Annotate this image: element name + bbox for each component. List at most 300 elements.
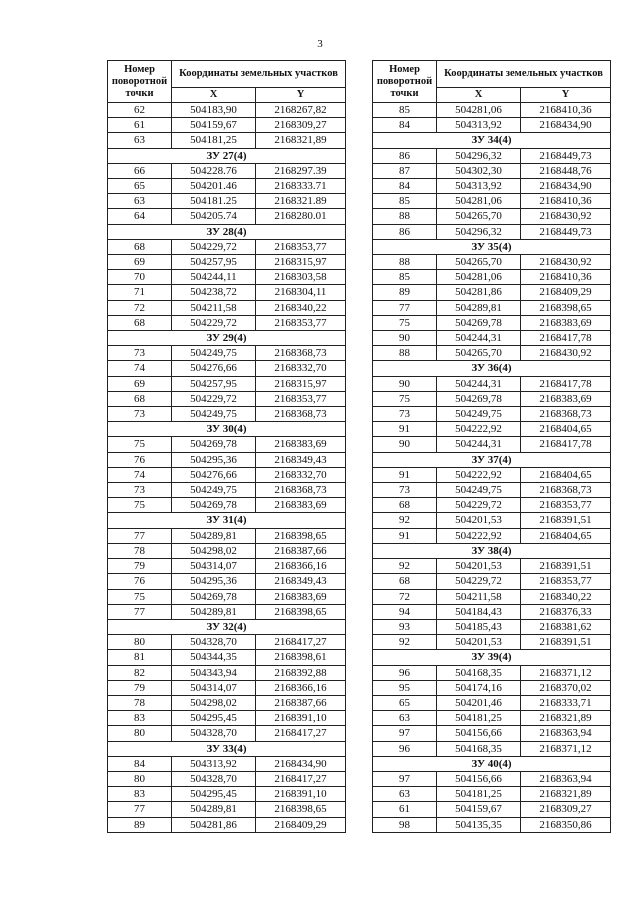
y-coordinate-cell: 2168387,66 [256,543,346,558]
x-coordinate-cell: 504229,72 [172,239,256,254]
y-coordinate-cell: 2168368,73 [256,483,346,498]
x-coordinate-cell: 504295,36 [172,452,256,467]
x-coordinate-cell: 504244,31 [437,376,521,391]
x-coordinate-cell: 504281,86 [437,285,521,300]
point-number-cell: 66 [108,163,172,178]
x-coordinate-cell: 504289,81 [172,802,256,817]
point-number-cell: 68 [373,498,437,513]
table-row [373,407,611,422]
group-label: ЗУ 32(4) [108,619,346,634]
y-coordinate-cell: 2168417,78 [521,437,611,452]
point-number-cell: 89 [108,817,172,832]
table-row [373,437,611,452]
group-header-row [373,543,611,558]
y-coordinate-cell: 2168353,77 [256,315,346,330]
y-coordinate-cell: 2168371,12 [521,741,611,756]
table-row [373,148,611,163]
y-coordinate-cell: 2168366,16 [256,680,346,695]
x-coordinate-cell: 504269,78 [437,315,521,330]
y-coordinate-cell: 2168449,73 [521,224,611,239]
table-row [373,574,611,589]
y-coordinate-cell: 2168391,51 [521,635,611,650]
x-header: X [172,88,256,103]
point-number-cell: 85 [373,270,437,285]
y-coordinate-cell: 2168309,27 [256,118,346,133]
point-number-cell: 75 [108,437,172,452]
x-coordinate-cell: 504249,75 [172,407,256,422]
point-number-cell: 75 [373,315,437,330]
group-label: ЗУ 39(4) [373,650,611,665]
group-header-row [373,650,611,665]
x-coordinate-cell: 504281,86 [172,817,256,832]
table-row [373,619,611,634]
y-header: Y [521,88,611,103]
y-coordinate-cell: 2168368,73 [521,407,611,422]
y-coordinate-cell: 2168340,22 [521,589,611,604]
table-row [373,194,611,209]
table-row [373,771,611,786]
point-number-cell: 76 [108,452,172,467]
group-label: ЗУ 30(4) [108,422,346,437]
point-number-header: Номер поворотной точки [108,61,172,103]
y-coordinate-cell: 2168366,16 [256,559,346,574]
y-coordinate-cell: 2168417,78 [521,376,611,391]
y-coordinate-cell: 2168383,69 [521,315,611,330]
table-row [108,771,346,786]
point-number-cell: 68 [108,315,172,330]
point-number-cell: 86 [373,224,437,239]
x-coordinate-cell: 504201.46 [172,179,256,194]
table-row [108,559,346,574]
point-number-cell: 96 [373,741,437,756]
point-number-cell: 63 [108,194,172,209]
point-number-cell: 77 [108,604,172,619]
x-coordinate-cell: 504238,72 [172,285,256,300]
point-number-cell: 70 [108,270,172,285]
y-coordinate-cell: 2168387,66 [256,695,346,710]
y-coordinate-cell: 2168332,70 [256,361,346,376]
y-coordinate-cell: 2168398,65 [256,604,346,619]
point-number-cell: 80 [108,635,172,650]
page-number: 3 [317,38,323,50]
table-row [108,255,346,270]
x-coordinate-cell: 504314,07 [172,680,256,695]
table-row [373,528,611,543]
x-coordinate-cell: 504211,58 [172,300,256,315]
table-row [373,209,611,224]
x-coordinate-cell: 504249,75 [172,346,256,361]
x-coordinate-cell: 504156,66 [437,726,521,741]
y-coordinate-cell: 2168434,90 [521,179,611,194]
y-coordinate-cell: 2168430,92 [521,346,611,361]
table-row [373,817,611,832]
table-row [373,224,611,239]
x-coordinate-cell: 504229,72 [437,498,521,513]
y-coordinate-cell: 2168368,73 [256,407,346,422]
y-coordinate-cell: 2168267,82 [256,103,346,118]
y-coordinate-cell: 2168321,89 [521,711,611,726]
y-coordinate-cell: 2168368,73 [521,483,611,498]
point-number-cell: 80 [108,771,172,786]
table-row [108,483,346,498]
x-coordinate-cell: 504184,43 [437,604,521,619]
y-coordinate-cell: 2168417,78 [521,331,611,346]
x-coordinate-cell: 504211,58 [437,589,521,604]
y-coordinate-cell: 2168398,65 [256,528,346,543]
x-coordinate-cell: 504229,72 [172,391,256,406]
table-row [373,467,611,482]
table-row [373,741,611,756]
x-coordinate-cell: 504328,70 [172,635,256,650]
y-coordinate-cell: 2168434,90 [256,756,346,771]
coordinates-table-left [107,60,346,833]
x-coordinate-cell: 504249,75 [437,407,521,422]
x-coordinate-cell: 504269,78 [172,498,256,513]
group-header-row [373,133,611,148]
group-label: ЗУ 37(4) [373,452,611,467]
point-number-cell: 65 [108,179,172,194]
y-coordinate-cell: 2168398,65 [256,802,346,817]
x-coordinate-cell: 504201,53 [437,635,521,650]
point-number-cell: 62 [108,103,172,118]
x-coordinate-cell: 504344,35 [172,650,256,665]
x-header: X [437,88,521,103]
y-coordinate-cell: 2168383,69 [256,589,346,604]
point-number-cell: 77 [108,802,172,817]
x-coordinate-cell: 504265,70 [437,209,521,224]
y-coordinate-cell: 2168398,61 [256,650,346,665]
point-number-cell: 85 [373,103,437,118]
point-number-cell: 73 [108,483,172,498]
table-row [373,695,611,710]
table-row [108,391,346,406]
point-number-cell: 73 [373,407,437,422]
y-coordinate-cell: 2168333,71 [521,695,611,710]
point-number-cell: 69 [108,376,172,391]
table-row [373,635,611,650]
table-body-left [108,103,346,833]
y-coordinate-cell: 2168303,58 [256,270,346,285]
point-number-cell: 89 [373,285,437,300]
y-coordinate-cell: 2168404,65 [521,422,611,437]
group-label: ЗУ 29(4) [108,331,346,346]
x-coordinate-cell: 504265,70 [437,346,521,361]
x-coordinate-cell: 504156,66 [437,771,521,786]
x-coordinate-cell: 504289,81 [437,300,521,315]
point-number-cell: 90 [373,331,437,346]
y-coordinate-cell: 2168448,76 [521,163,611,178]
table-row [108,194,346,209]
group-label: ЗУ 38(4) [373,543,611,558]
x-coordinate-cell: 504281,06 [437,103,521,118]
point-number-cell: 90 [373,437,437,452]
x-coordinate-cell: 504181,25 [437,787,521,802]
table-row [373,559,611,574]
y-coordinate-cell: 2168383,69 [256,498,346,513]
table-row [373,255,611,270]
table-row [108,665,346,680]
table-row [373,376,611,391]
point-number-cell: 91 [373,528,437,543]
table-row [108,787,346,802]
group-header-row [108,422,346,437]
point-number-cell: 93 [373,619,437,634]
point-number-cell: 76 [108,574,172,589]
y-coordinate-cell: 2168417,27 [256,726,346,741]
point-number-cell: 83 [108,711,172,726]
point-number-cell: 91 [373,467,437,482]
group-label: ЗУ 40(4) [373,756,611,771]
table-row [108,239,346,254]
table-row [108,179,346,194]
y-coordinate-cell: 2168315,97 [256,376,346,391]
table-row [108,270,346,285]
x-coordinate-cell: 504244,11 [172,270,256,285]
table-row [108,711,346,726]
y-coordinate-cell: 2168350,86 [521,817,611,832]
y-coordinate-cell: 2168321,89 [521,787,611,802]
point-number-cell: 79 [108,559,172,574]
y-coordinate-cell: 2168349,43 [256,452,346,467]
point-number-cell: 77 [373,300,437,315]
y-coordinate-cell: 2168368,73 [256,346,346,361]
x-coordinate-cell: 504313,92 [172,756,256,771]
group-label: ЗУ 28(4) [108,224,346,239]
y-coordinate-cell: 2168297.39 [256,163,346,178]
point-number-cell: 84 [373,179,437,194]
table-row [108,680,346,695]
x-coordinate-cell: 504159,67 [172,118,256,133]
point-number-cell: 63 [373,711,437,726]
x-coordinate-cell: 504295,45 [172,711,256,726]
point-number-cell: 73 [108,346,172,361]
table-row [373,179,611,194]
x-coordinate-cell: 504276,66 [172,467,256,482]
y-coordinate-cell: 2168391,51 [521,559,611,574]
point-number-cell: 88 [373,209,437,224]
x-coordinate-cell: 504168,35 [437,665,521,680]
y-coordinate-cell: 2168398,65 [521,300,611,315]
y-coordinate-cell: 2168383,69 [521,391,611,406]
table-row [108,604,346,619]
table-row [373,300,611,315]
y-coordinate-cell: 2168391,10 [256,787,346,802]
point-number-cell: 61 [108,118,172,133]
y-coordinate-cell: 2168410,36 [521,270,611,285]
table-row [373,680,611,695]
table-row [108,118,346,133]
table-row [108,437,346,452]
y-coordinate-cell: 2168353,77 [521,574,611,589]
x-coordinate-cell: 504269,78 [172,437,256,452]
table-row [373,315,611,330]
x-coordinate-cell: 504298,02 [172,543,256,558]
table-row [373,665,611,680]
point-number-cell: 68 [108,239,172,254]
table-row [108,574,346,589]
group-label: ЗУ 33(4) [108,741,346,756]
point-number-cell: 92 [373,559,437,574]
point-number-cell: 69 [108,255,172,270]
x-coordinate-cell: 504313,92 [437,179,521,194]
table-row [373,711,611,726]
table-row [108,467,346,482]
table-row [108,756,346,771]
x-coordinate-cell: 504289,81 [172,528,256,543]
x-coordinate-cell: 504296,32 [437,148,521,163]
group-header-row [108,148,346,163]
point-number-cell: 81 [108,650,172,665]
coordinates-table-right [372,60,611,833]
point-number-header: Номер поворотной точки [373,61,437,103]
coords-title-header: Координаты земельных участков [172,61,346,88]
table-row [373,726,611,741]
table-row [108,452,346,467]
y-coordinate-cell: 2168333.71 [256,179,346,194]
y-coordinate-cell: 2168404,65 [521,467,611,482]
y-coordinate-cell: 2168410,36 [521,103,611,118]
y-coordinate-cell: 2168321,89 [256,133,346,148]
x-coordinate-cell: 504289,81 [172,604,256,619]
table-row [108,209,346,224]
y-coordinate-cell: 2168391,51 [521,513,611,528]
y-coordinate-cell: 2168353,77 [256,239,346,254]
group-label: ЗУ 34(4) [373,133,611,148]
y-coordinate-cell: 2168304,11 [256,285,346,300]
x-coordinate-cell: 504222,92 [437,467,521,482]
y-coordinate-cell: 2168409,29 [521,285,611,300]
x-coordinate-cell: 504228.76 [172,163,256,178]
point-number-cell: 88 [373,346,437,361]
x-coordinate-cell: 504205.74 [172,209,256,224]
y-coordinate-cell: 2168280.01 [256,209,346,224]
y-coordinate-cell: 2168417,27 [256,635,346,650]
point-number-cell: 98 [373,817,437,832]
table-row [373,787,611,802]
x-coordinate-cell: 504135,35 [437,817,521,832]
point-number-cell: 84 [373,118,437,133]
point-number-cell: 86 [373,148,437,163]
y-coordinate-cell: 2168376,33 [521,604,611,619]
x-coordinate-cell: 504159,67 [437,802,521,817]
y-coordinate-cell: 2168430,92 [521,255,611,270]
table-row [108,695,346,710]
x-coordinate-cell: 504249,75 [172,483,256,498]
y-coordinate-cell: 2168410,36 [521,194,611,209]
table-row [373,346,611,361]
x-coordinate-cell: 504302,30 [437,163,521,178]
x-coordinate-cell: 504185,43 [437,619,521,634]
table-row [108,133,346,148]
point-number-cell: 80 [108,726,172,741]
table-row [108,543,346,558]
group-header-row [108,331,346,346]
table-row [108,407,346,422]
group-label: ЗУ 36(4) [373,361,611,376]
point-number-cell: 72 [108,300,172,315]
y-coordinate-cell: 2168409,29 [256,817,346,832]
table-row [373,422,611,437]
y-coordinate-cell: 2168363,94 [521,726,611,741]
point-number-cell: 92 [373,513,437,528]
point-number-cell: 65 [373,695,437,710]
y-header: Y [256,88,346,103]
table-row [108,589,346,604]
point-number-cell: 87 [373,163,437,178]
point-number-cell: 72 [373,589,437,604]
y-coordinate-cell: 2168315,97 [256,255,346,270]
point-number-cell: 85 [373,194,437,209]
point-number-cell: 94 [373,604,437,619]
table-row [373,802,611,817]
table-row [373,270,611,285]
group-header-row [373,361,611,376]
table-row [108,802,346,817]
table-row [108,346,346,361]
point-number-cell: 73 [108,407,172,422]
x-coordinate-cell: 504183,90 [172,103,256,118]
y-coordinate-cell: 2168353,77 [521,498,611,513]
group-header-row [108,513,346,528]
point-number-cell: 74 [108,467,172,482]
table-row [108,376,346,391]
point-number-cell: 84 [108,756,172,771]
x-coordinate-cell: 504181.25 [172,194,256,209]
group-label: ЗУ 27(4) [108,148,346,163]
table-row [373,604,611,619]
table-row [108,726,346,741]
point-number-cell: 63 [108,133,172,148]
x-coordinate-cell: 504281,06 [437,194,521,209]
x-coordinate-cell: 504313,92 [437,118,521,133]
group-header-row [108,741,346,756]
x-coordinate-cell: 504296,32 [437,224,521,239]
y-coordinate-cell: 2168340,22 [256,300,346,315]
y-coordinate-cell: 2168371,12 [521,665,611,680]
group-header-row [108,619,346,634]
y-coordinate-cell: 2168392,88 [256,665,346,680]
x-coordinate-cell: 504229,72 [172,315,256,330]
point-number-cell: 88 [373,255,437,270]
y-coordinate-cell: 2168383,69 [256,437,346,452]
x-coordinate-cell: 504328,70 [172,726,256,741]
point-number-cell: 97 [373,726,437,741]
x-coordinate-cell: 504265,70 [437,255,521,270]
point-number-cell: 97 [373,771,437,786]
y-coordinate-cell: 2168363,94 [521,771,611,786]
x-coordinate-cell: 504257,95 [172,376,256,391]
table-row [108,361,346,376]
point-number-cell: 68 [373,574,437,589]
point-number-cell: 61 [373,802,437,817]
table-row [373,589,611,604]
point-number-cell: 91 [373,422,437,437]
point-number-cell: 78 [108,543,172,558]
table-row [373,285,611,300]
table-row [108,103,346,118]
y-coordinate-cell: 2168381,62 [521,619,611,634]
point-number-cell: 82 [108,665,172,680]
x-coordinate-cell: 504181,25 [172,133,256,148]
table-row [108,528,346,543]
x-coordinate-cell: 504201,46 [437,695,521,710]
x-coordinate-cell: 504276,66 [172,361,256,376]
table-row [108,650,346,665]
x-coordinate-cell: 504269,78 [437,391,521,406]
table-body-right [373,103,611,833]
point-number-cell: 92 [373,635,437,650]
point-number-cell: 75 [108,498,172,513]
